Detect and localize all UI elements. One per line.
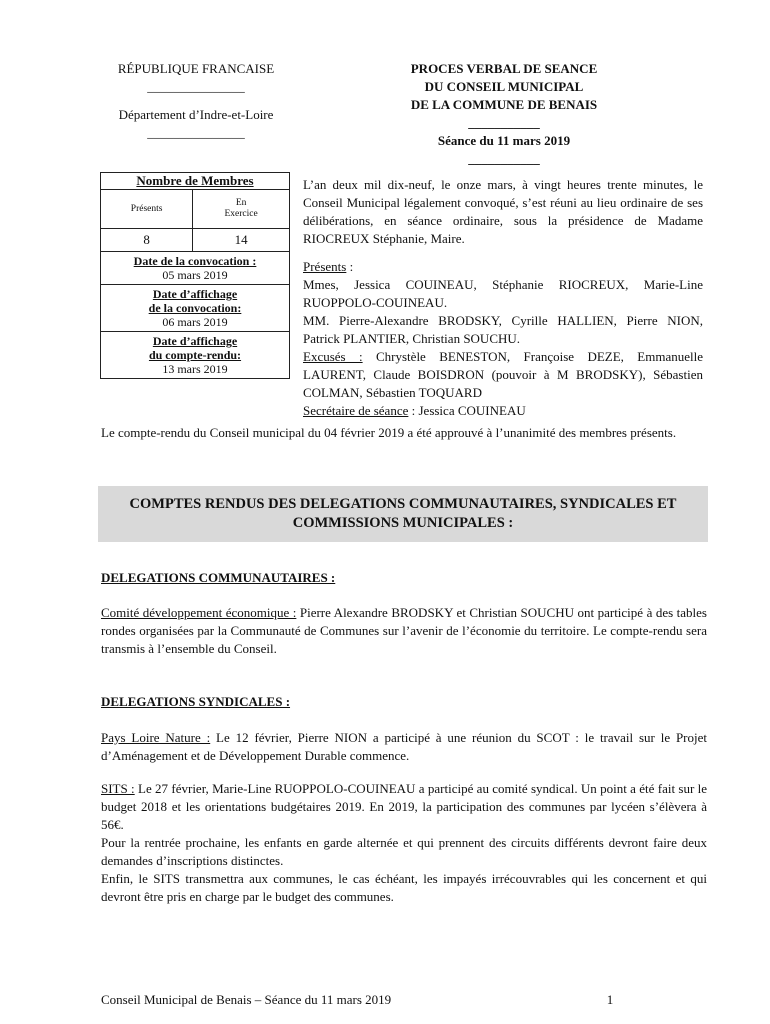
footer-text: Conseil Municipal de Benais – Séance du 11 mars 2019 (101, 992, 392, 1007)
secretaire: Secrétaire de séance : Jessica COUINEAU (303, 403, 526, 418)
header-left (98, 60, 294, 142)
affichage-convocation-cell: Date d’affichage de la convocation: 06 mars 2019 (101, 285, 290, 332)
republique-label: RÉPUBLIQUE FRANCAISE (117, 61, 275, 76)
header-rule: _______________ (147, 125, 245, 140)
en-exercice-header: En Exercice (193, 190, 290, 229)
opening-paragraph: L’an deux mil dix-neuf, le onze mars, à vingt heures trente minutes, le Conseil Municipal légalement convoqué, s’est réuni au lieu ordinaire de ses délibérations, en séance ordinaire, sous la présidence de Madame RIOCREUX Stéphanie, Maire. (303, 177, 703, 246)
header-rule: ___________ (468, 151, 540, 166)
presents-mm: MM. Pierre-Alexandre BRODSKY, Cyrille HALLIEN, Pierre NION, Patrick PLANTIER, Christian SOUCHU. (303, 313, 703, 346)
departement-label: Département d’Indre-et-Loire (118, 107, 274, 122)
delegations-communautaires-title: DELEGATIONS COMMUNAUTAIRES : (101, 570, 336, 585)
section-banner: COMPTES RENDUS DES DELEGATIONS COMMUNAUTAIRES, SYNDICALES ET COMMISSIONS MUNICIPALES : (98, 486, 708, 542)
doc-title-line2: DU CONSEIL MUNICIPAL (424, 79, 584, 94)
affichage-compte-rendu-cell: Date d’affichage du compte-rendu: 13 mars 2019 (101, 332, 290, 379)
pays-loire-paragraph: Pays Loire Nature : Le 12 février, Pierre NION a participé à une réunion du SCOT : le travail sur le Projet d’Aménagement et de Développement Durable commence. (101, 730, 707, 763)
approval-paragraph: Le compte-rendu du Conseil municipal du 04 février 2019 a été approuvé à l’unanimité des membres présents. (101, 425, 677, 440)
presents-header: Présents (101, 190, 193, 229)
comite-paragraph: Comité développement économique : Pierre Alexandre BRODSKY et Christian SOUCHU ont participé à des tables rondes organisées par la Communauté de Communes sur l’avenir de l’économie du territoire. Le compte-rendu sera transmis à l’ensemble du Conseil. (101, 605, 707, 656)
header-rule: ___________ (468, 115, 540, 130)
delegations-syndicales-title: DELEGATIONS SYNDICALES : (101, 694, 291, 709)
seance-date: Séance du 11 mars 2019 (437, 133, 571, 148)
doc-title-line1: PROCES VERBAL DE SEANCE (410, 61, 598, 76)
members-table (100, 172, 290, 379)
presents-count: 8 (101, 229, 193, 252)
presents-mmes: Mmes, Jessica COUINEAU, Stéphanie RIOCREUX, Marie-Line RUOPPOLO-COUINEAU. (303, 277, 703, 310)
header-right (345, 60, 663, 168)
page-number: 1 (606, 992, 614, 1007)
members-title: Nombre de Membres (101, 173, 290, 190)
en-exercice-count: 14 (193, 229, 290, 252)
sits-paragraph: SITS : Le 27 février, Marie-Line RUOPPOLO-COUINEAU a participé au comité syndical. Un point a été fait sur le budget 2018 et les orientations budgétaires 2019. En 2019, la participation des communes par lycéen s’élèvera à 56€. Pour la rentrée prochaine, les enfants en garde alternée et qui prennent des circuits différents devront faire deux demandes d’inscriptions distinctes. Enfin, le SITS transmettra aux communes, le cas échéant, les impayés irrécouvrables qui les concernent et qui devront être pris en charge par le budget des communes. (101, 781, 708, 904)
intro-block (303, 176, 703, 420)
presents-heading: Présents : (303, 259, 354, 274)
convocation-date-cell: Date de la convocation : 05 mars 2019 (101, 252, 290, 285)
excuses: Excusés : Chrystèle BENESTON, Françoise DEZE, Emmanuelle LAURENT, Claude BOISDRON (pouvoir à M BRODSKY), Sébastien COLMAN, Sébastien TOQUARD (303, 349, 703, 400)
doc-title-line3: DE LA COMMUNE DE BENAIS (410, 97, 598, 112)
header-rule: _______________ (147, 79, 245, 94)
